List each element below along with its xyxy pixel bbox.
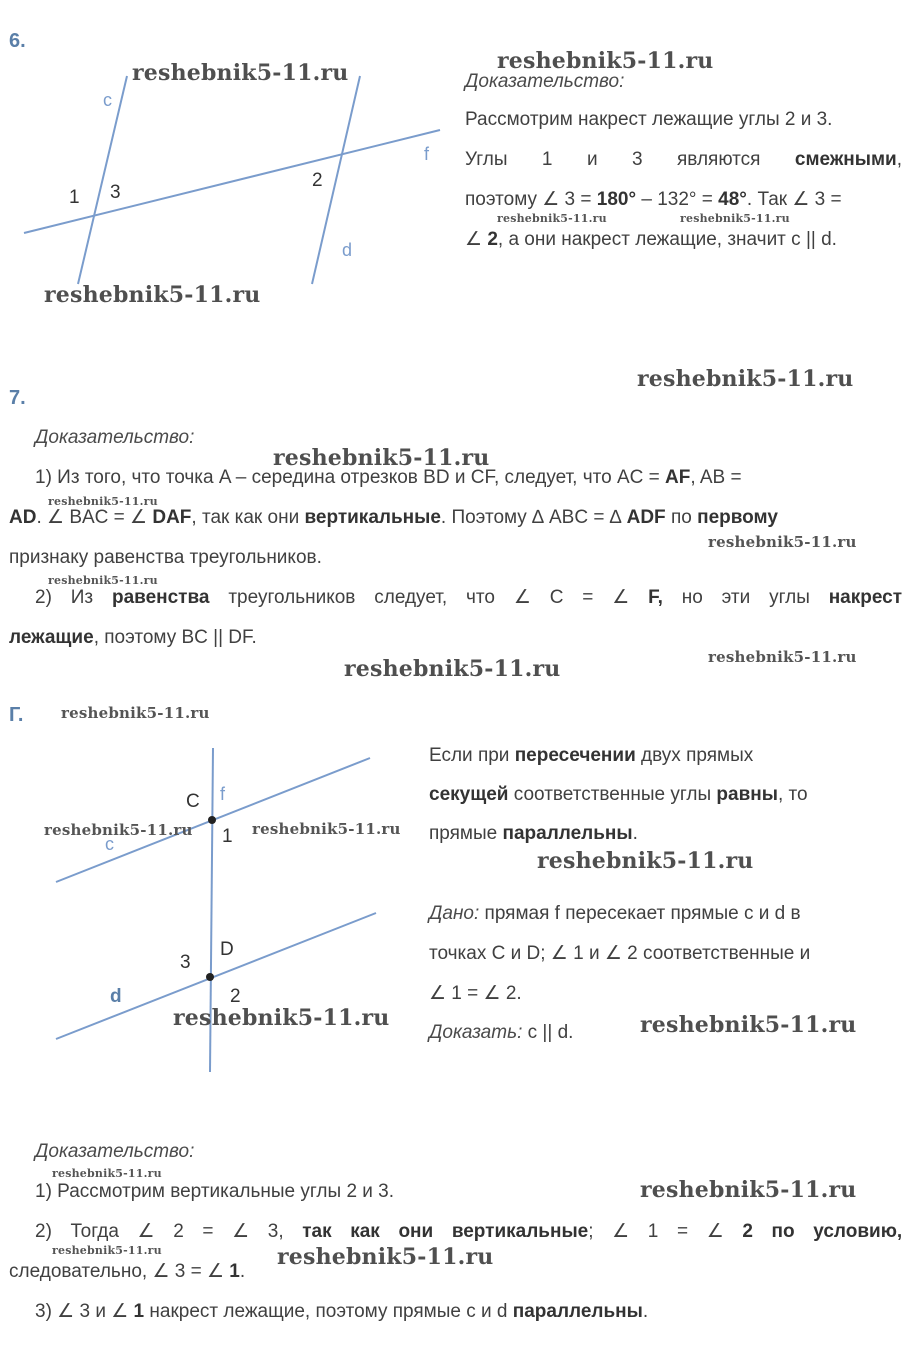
watermark: reshebnik5-11.ru — [48, 574, 158, 587]
angle-1-label: 1 — [69, 187, 80, 208]
watermark: reshebnik5-11.ru — [252, 820, 401, 838]
s6-line-4: ∠ 2, а они накрест лежащие, значит с || d. — [465, 229, 837, 250]
s7-para-1-line-2: AD. ∠ BAC = ∠ DAF, так как они вертикальные. Поэтому ∆ ABC = ∆ ADF по первому — [9, 507, 778, 528]
proof-title: Доказательство: — [35, 427, 195, 448]
watermark: reshebnik5-11.ru — [52, 1244, 162, 1257]
watermark: reshebnik5-11.ru — [708, 533, 857, 551]
given-line-2: точках C и D; ∠ 1 и ∠ 2 соответственные и — [429, 943, 811, 964]
sg-proof-2-line-1: 2) Тогда ∠ 2 = ∠ 3, так как они вертикальные; ∠ 1 = ∠ 2 по условию, — [35, 1221, 903, 1242]
label-d: d — [110, 986, 122, 1007]
s6-line-1: Рассмотрим накрест лежащие углы 2 и 3. — [465, 109, 833, 130]
s7-para-2-line-1: 2) Из равенства треугольников следует, что ∠ C = ∠ F, но эти углы накрест — [35, 587, 903, 608]
given-line-1: Дано: прямая f пересекает прямые c и d в — [429, 903, 801, 924]
watermark: reshebnik5-11.ru — [497, 48, 714, 74]
section-6-number: 6. — [9, 30, 26, 52]
proof-title: Доказательство: — [35, 1141, 195, 1162]
label-c: c — [105, 834, 114, 854]
watermark: reshebnik5-11.ru — [132, 60, 349, 86]
point-d — [206, 973, 214, 981]
sg-proof-1: 1) Рассмотрим вертикальные углы 2 и 3. — [35, 1181, 395, 1202]
watermark: reshebnik5-11.ru — [640, 1012, 857, 1038]
watermark: reshebnik5-11.ru — [48, 495, 158, 508]
angle-2-label: 2 — [312, 170, 323, 191]
sg-proof-3: 3) ∠ 3 и ∠ 1 накрест лежащие, поэтому прямые c и d параллельны. — [35, 1301, 649, 1322]
angle-2-label: 2 — [230, 986, 241, 1007]
section-7-number: 7. — [9, 387, 26, 409]
watermark: reshebnik5-11.ru — [173, 1005, 390, 1031]
sg-proof-2-line-2: следовательно, ∠ 3 = ∠ 1. — [9, 1261, 246, 1282]
point-c — [208, 816, 216, 824]
watermark: reshebnik5-11.ru — [497, 212, 607, 225]
figure-g — [0, 730, 420, 1090]
angle-1-label: 1 — [222, 826, 233, 847]
line-f — [24, 130, 440, 233]
label-D: D — [220, 939, 234, 960]
watermark: reshebnik5-11.ru — [537, 848, 754, 874]
watermark: reshebnik5-11.ru — [344, 656, 561, 682]
proof-title: Доказательство: — [465, 71, 625, 92]
s7-para-1-line-3: признаку равенства треугольников. — [9, 547, 322, 568]
s6-line-2: Углы 1 и 3 являются смежными, — [465, 149, 903, 170]
watermark: reshebnik5-11.ru — [680, 212, 790, 225]
s6-line-3: поэтому ∠ 3 = 180° – 132° = 48°. Так ∠ 3 = — [465, 189, 842, 210]
sg-text-line-1: Если при пересечении двух прямых — [429, 745, 754, 766]
watermark: reshebnik5-11.ru — [637, 366, 854, 392]
s7-para-2-line-2: лежащие, поэтому BC || DF. — [9, 627, 257, 648]
label-C: C — [186, 791, 200, 812]
prove-line: Доказать: c || d. — [429, 1022, 574, 1043]
watermark: reshebnik5-11.ru — [52, 1167, 162, 1180]
watermark: reshebnik5-11.ru — [273, 445, 490, 471]
label-f: f — [220, 784, 226, 804]
sg-text-line-3: прямые параллельны. — [429, 823, 638, 844]
figure-6 — [0, 0, 460, 320]
sg-text-line-2: секущей соответственные углы равны, то — [429, 784, 808, 805]
watermark: reshebnik5-11.ru — [61, 704, 210, 722]
given-line-3: ∠ 1 = ∠ 2. — [429, 983, 522, 1004]
angle-3-label: 3 — [110, 182, 121, 203]
watermark: reshebnik5-11.ru — [708, 648, 857, 666]
label-f: f — [424, 144, 430, 164]
watermark: reshebnik5-11.ru — [44, 821, 193, 839]
watermark: reshebnik5-11.ru — [277, 1244, 494, 1270]
label-d: d — [342, 240, 353, 260]
s7-para-1-line-1: 1) Из того, что точка A – середина отрезков BD и CF, следует, что AC = AF, AB = — [35, 467, 742, 488]
label-c: c — [103, 90, 112, 110]
angle-3-label: 3 — [180, 952, 191, 973]
section-g-number: Г. — [9, 704, 24, 726]
watermark: reshebnik5-11.ru — [44, 282, 261, 308]
watermark: reshebnik5-11.ru — [640, 1177, 857, 1203]
